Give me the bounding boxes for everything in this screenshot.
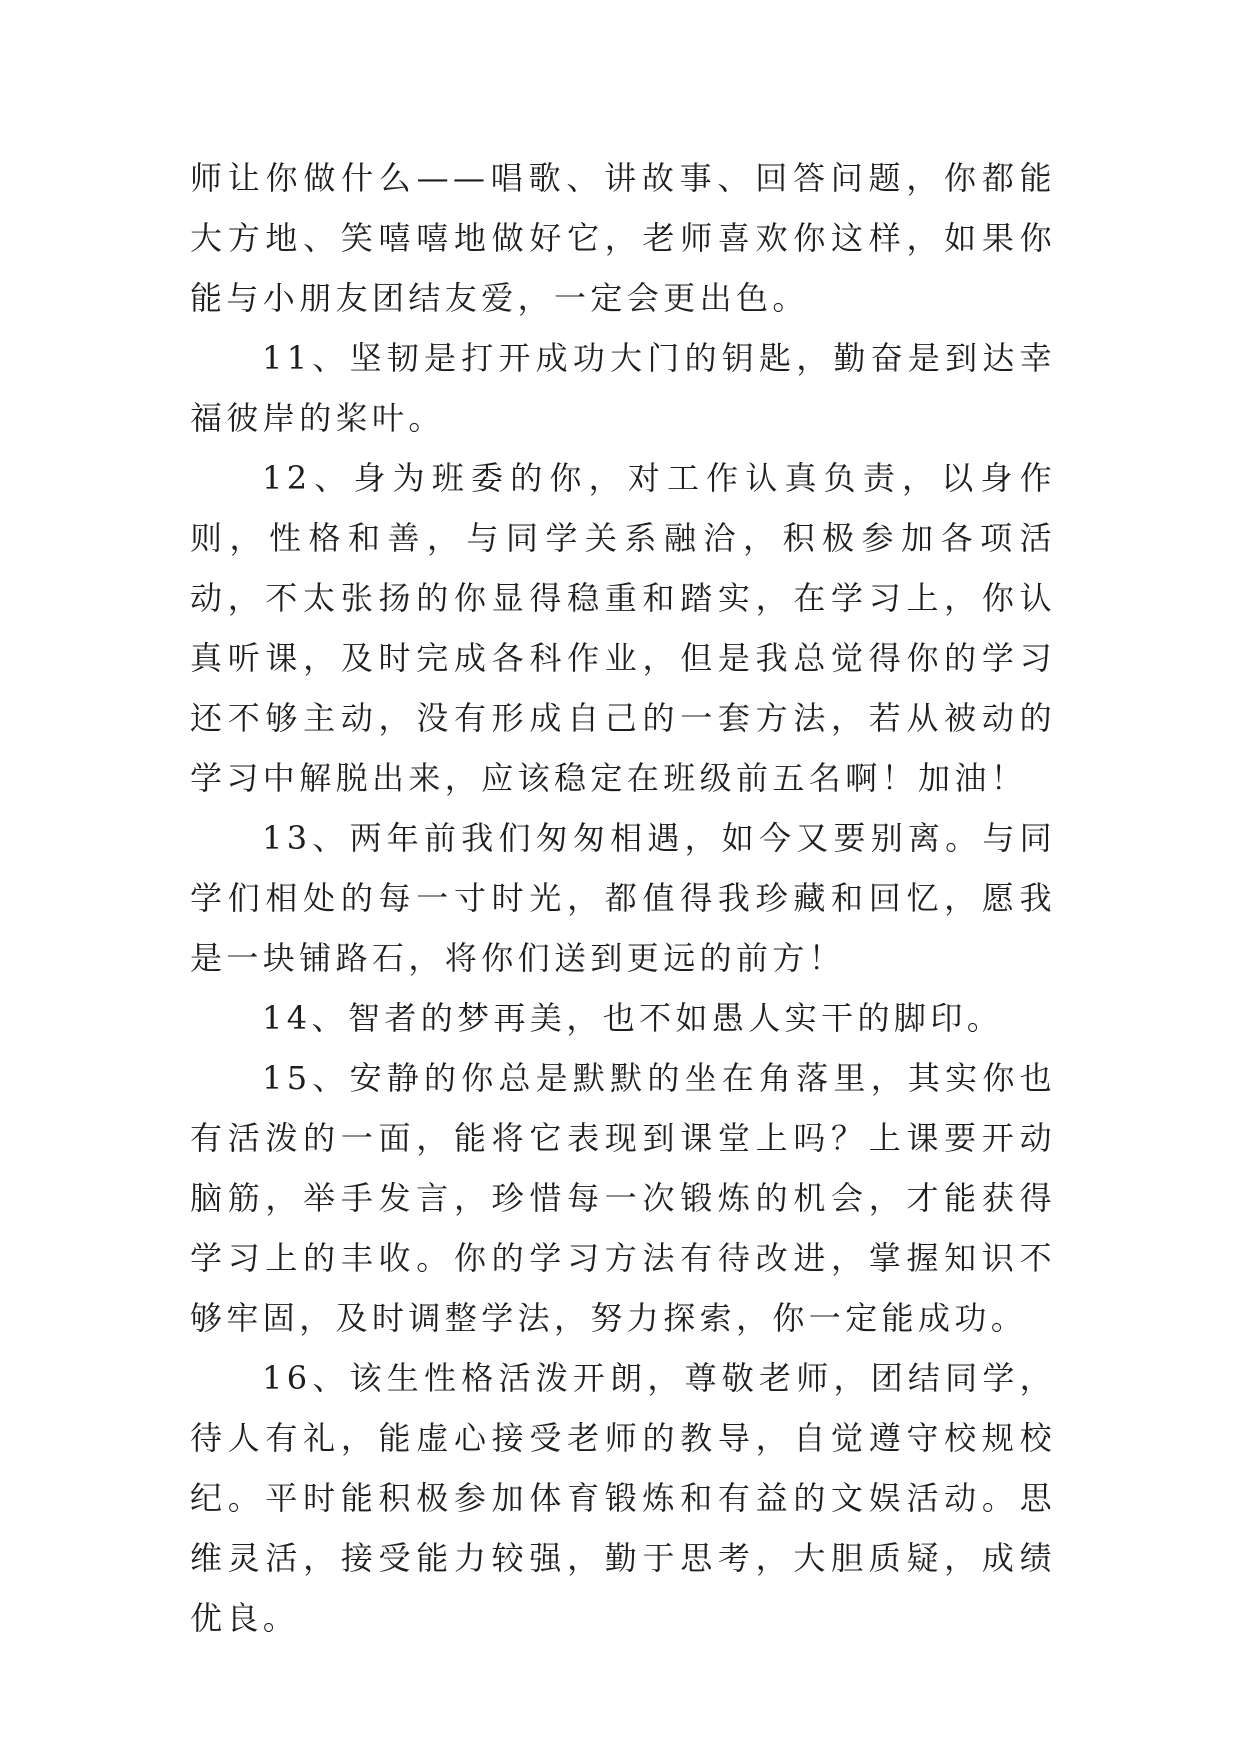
paragraph-11: 11、坚韧是打开成功大门的钥匙，勤奋是到达幸福彼岸的桨叶。 [190, 339, 1056, 437]
document-body [190, 148, 1056, 1648]
paragraph-15: 15、安静的你总是默默的坐在角落里，其实你也有活泼的一面，能将它表现到课堂上吗？上课要开动脑筋，举手发言，珍惜每一次锻炼的机会，才能获得学习上的丰收。你的学习方法有待改进，掌握知识不够牢固，及时调整学法，努力探索，你一定能成功。 [190, 1059, 1056, 1337]
paragraph-14: 14、智者的梦再美，也不如愚人实干的脚印。 [262, 999, 1004, 1037]
paragraph-continued: 师让你做什么——唱歌、讲故事、回答问题，你都能大方地、笑嘻嘻地做好它，老师喜欢你这样，如果你能与小朋友团结友爱，一定会更出色。 [190, 159, 1056, 317]
paragraph-12: 12、身为班委的你，对工作认真负责，以身作则，性格和善，与同学关系融洽，积极参加各项活动，不太张扬的你显得稳重和踏实，在学习上，你认真听课，及时完成各科作业，但是我总觉得你的学习还不够主动，没有形成自己的一套方法，若从被动的学习中解脱出来，应该稳定在班级前五名啊！加油！ [190, 459, 1056, 797]
paragraph-16: 16、该生性格活泼开朗，尊敬老师，团结同学，待人有礼，能虚心接受老师的教导，自觉遵守校规校纪。平时能积极参加体育锻炼和有益的文娱活动。思维灵活，接受能力较强，勤于思考，大胆质疑，成绩优良。 [190, 1359, 1056, 1637]
paragraph-13: 13、两年前我们匆匆相遇，如今又要别离。与同学们相处的每一寸时光，都值得我珍藏和回忆，愿我是一块铺路石，将你们送到更远的前方！ [190, 819, 1056, 977]
